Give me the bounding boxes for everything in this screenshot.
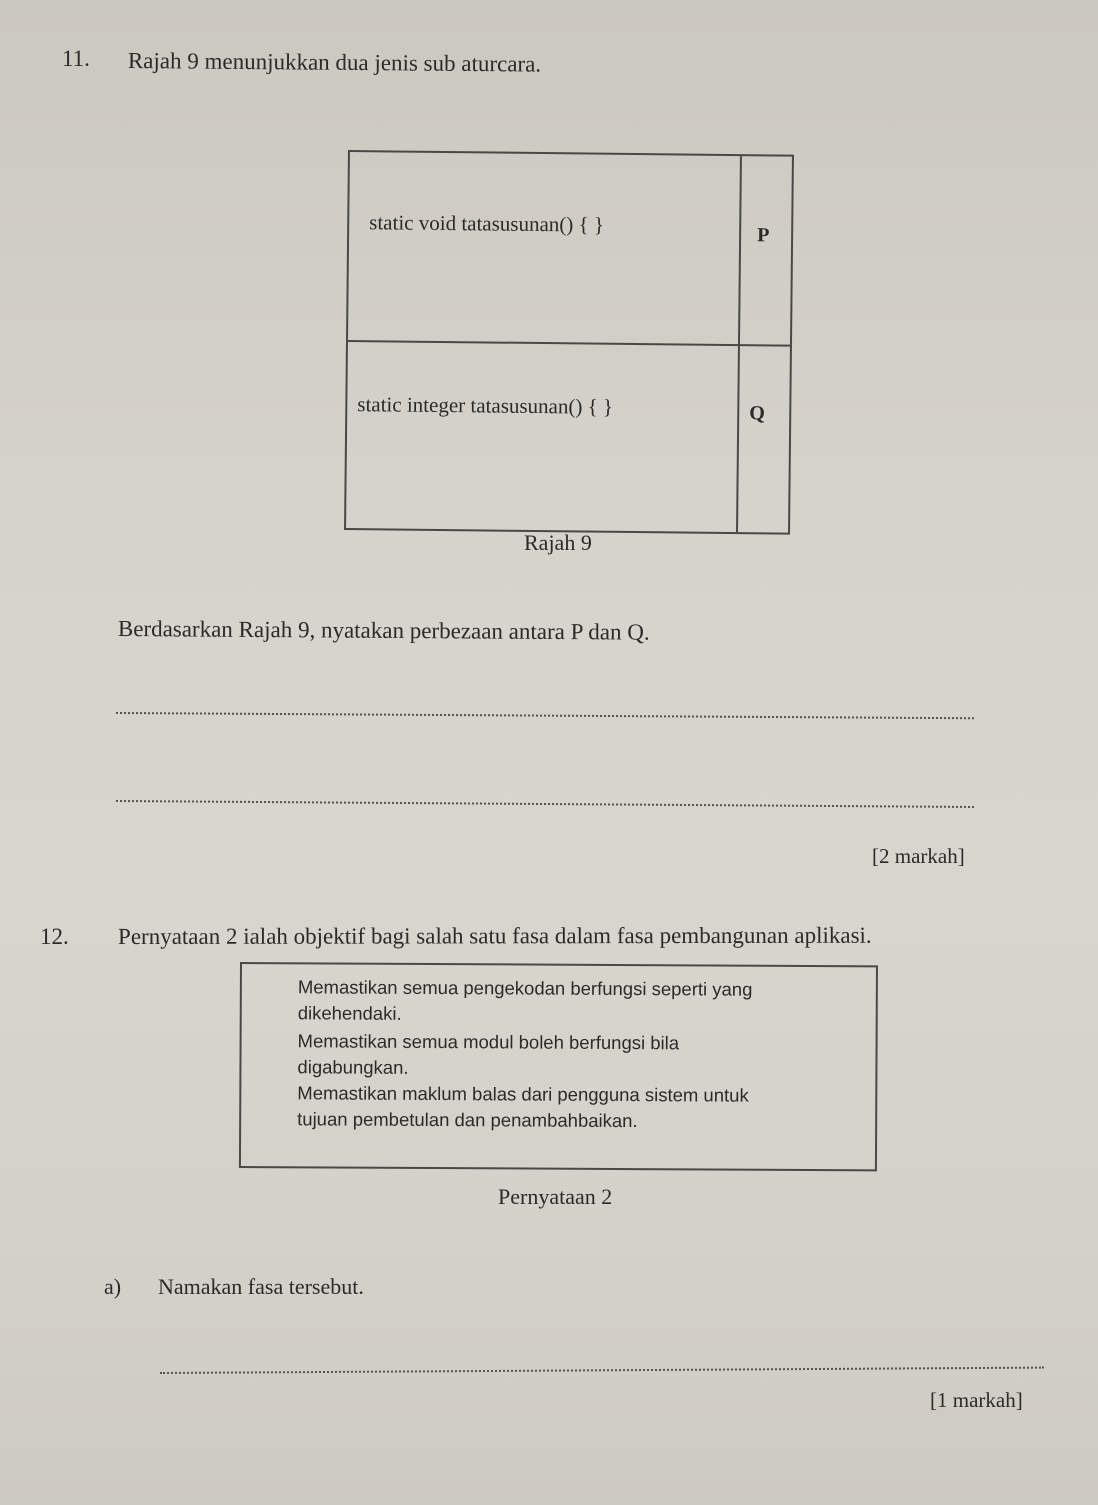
question-11-number: 11. <box>62 46 90 71</box>
statement-line: Memastikan maklum balas dari pengguna sistem untuk <box>297 1082 749 1106</box>
figure-9-label-q: Q <box>749 402 765 425</box>
question-11-prompt: Berdasarkan Rajah 9, nyatakan perbezaan antara P dan Q. <box>117 616 650 645</box>
statement-2-box <box>239 962 878 1171</box>
part-a-text: Namakan fasa tersebut. <box>158 1274 364 1299</box>
figure-9-row-q <box>346 342 790 533</box>
answer-line-11-2[interactable] <box>116 800 974 808</box>
figure-9-label-p: P <box>757 224 770 247</box>
statement-line: dikehendaki. <box>297 1002 402 1024</box>
figure-9-caption: Rajah 9 <box>524 530 592 555</box>
figure-9-code-q: static integer tatasusunan() { } <box>357 392 614 419</box>
part-a-marks: [1 markah] <box>930 1388 1023 1412</box>
statement-2-caption: Pernyataan 2 <box>498 1184 613 1209</box>
statement-line: digabungkan. <box>297 1056 409 1078</box>
part-a-label: a) <box>104 1274 122 1299</box>
question-11-text: Rajah 9 menunjukkan dua jenis sub aturcara. <box>127 48 542 77</box>
figure-9-row-p <box>348 152 792 347</box>
question-12-number: 12. <box>40 924 69 949</box>
answer-line-12a[interactable] <box>160 1367 1044 1374</box>
statement-line: Memastikan semua modul boleh berfungsi bila <box>297 1030 680 1054</box>
figure-9-table <box>344 150 794 535</box>
question-12-text: Pernyataan 2 ialah objektif bagi salah satu fasa dalam fasa pembangunan aplikasi. <box>118 922 872 949</box>
statement-line: Memastikan semua pengekodan berfungsi seperti yang <box>297 976 753 1000</box>
question-11-marks: [2 markah] <box>872 844 965 868</box>
answer-line-11-1[interactable] <box>116 712 974 719</box>
figure-9-code-p: static void tatasusunan() { } <box>369 210 605 237</box>
statement-line: tujuan pembetulan dan penambahbaikan. <box>297 1108 638 1132</box>
